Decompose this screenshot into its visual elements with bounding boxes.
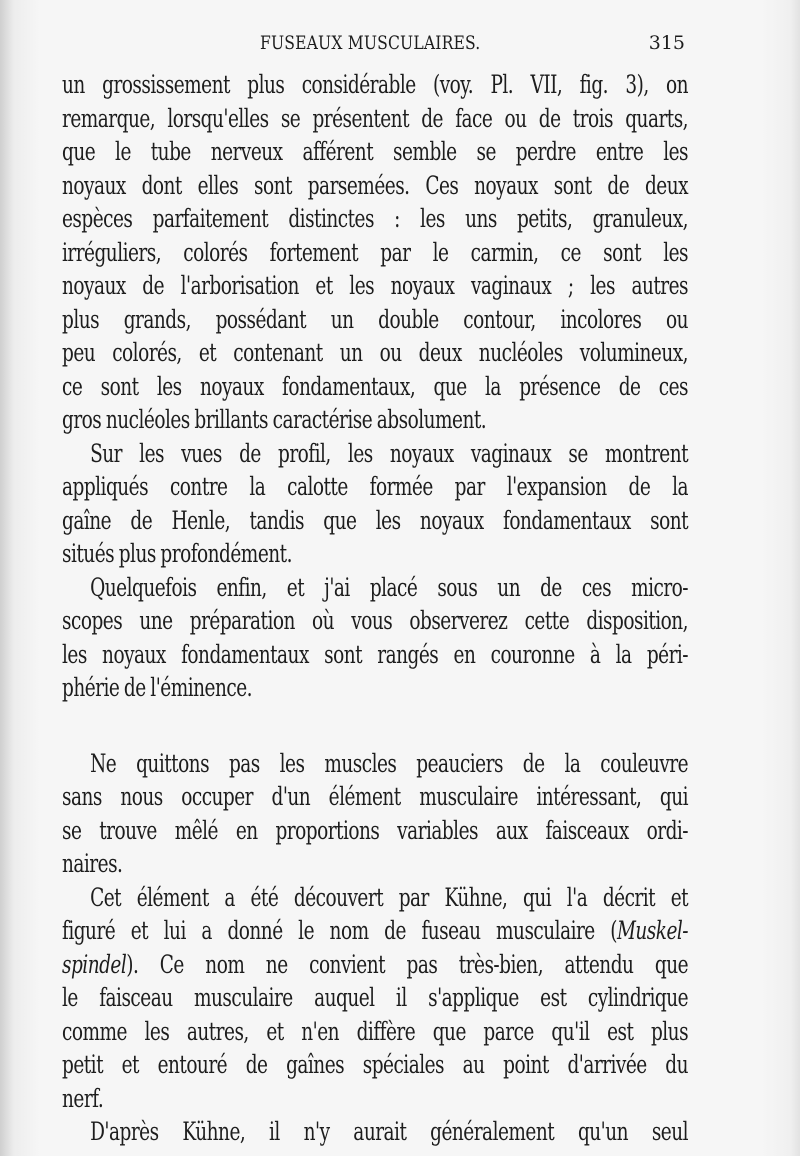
text-line: Ne quittons pas les muscles peauciers de la couleuvre bbox=[90, 748, 689, 778]
text-line: spindel). Ce nom ne convient pas très-bien, attendu que bbox=[62, 949, 689, 979]
running-head: FUSEAUX MUSCULAIRES. bbox=[260, 32, 481, 54]
text-line: noyaux de l'arborisation et les noyaux vaginaux ; les autres bbox=[62, 271, 689, 300]
text-line: D'après Kühne, il n'y aurait généralement qu'un seul bbox=[90, 1117, 689, 1146]
text-line: scopes une préparation où vous observerez cette disposition, bbox=[62, 606, 689, 635]
body-text bbox=[62, 68, 688, 1149]
text-line: ce sont les noyaux fondamentaux, que la présence de ces bbox=[62, 371, 689, 401]
text-line: petit et entouré de gaînes spéciales au point d'arrivée du bbox=[62, 1050, 689, 1079]
text-line: peu colorés, et contenant un ou deux nucléoles volumineux, bbox=[62, 338, 689, 367]
text-line: espèces parfaitement distinctes : les uns petits, granuleux, bbox=[62, 204, 689, 233]
text-line: sans nous occuper d'un élément musculaire intéressant, qui bbox=[62, 782, 689, 811]
text-line: gaîne de Henle, tandis que les noyaux fondamentaux sont bbox=[62, 505, 689, 535]
text-line: situés plus profondément. bbox=[62, 539, 292, 568]
text-line: remarque, lorsqu'elles se présentent de face ou de trois quarts, bbox=[62, 103, 689, 133]
text-line: se trouve mêlé en proportions variables aux faisceaux ordi- bbox=[62, 815, 689, 845]
section-gap bbox=[62, 733, 688, 747]
text-line: un grossissement plus considérable (voy. Pl. VII, fig. 3), on bbox=[62, 70, 689, 99]
text-line: nerf. bbox=[62, 1083, 104, 1113]
text-line: plus grands, possédant un double contour, incolores ou bbox=[62, 304, 689, 334]
text-line: les noyaux fondamentaux sont rangés en couronne à la péri- bbox=[62, 639, 689, 669]
text-line: figuré et lui a donné le nom de fuseau musculaire (Muskel- bbox=[62, 916, 689, 945]
text-line: le faisceau musculaire auquel il s'applique est cylindrique bbox=[62, 983, 689, 1012]
section-gap bbox=[62, 705, 688, 719]
text-line: Sur les vues de profil, les noyaux vaginaux se montrent bbox=[90, 438, 689, 468]
text-line: gros nucléoles brillants caractérise absolument. bbox=[62, 405, 487, 434]
text-line: Cet élément a été découvert par Kühne, qui l'a décrit et bbox=[90, 882, 689, 912]
text-line: que le tube nerveux afférent semble se perdre entre les bbox=[62, 137, 689, 166]
text-line: appliqués contre la calotte formée par l'expansion de la bbox=[62, 472, 689, 501]
text-line: comme les autres, et n'en diffère que parce qu'il est plus bbox=[62, 1016, 689, 1046]
text-line: irréguliers, colorés fortement par le carmin, ce sont les bbox=[62, 237, 689, 267]
text-line: naires. bbox=[62, 849, 123, 878]
page-header bbox=[60, 32, 685, 64]
page-number: 315 bbox=[648, 32, 685, 54]
text-line: Quelquefois enfin, et j'ai placé sous un de ces micro- bbox=[90, 572, 689, 602]
text-line: noyaux dont elles sont parsemées. Ces noyaux sont de deux bbox=[62, 170, 689, 200]
text-line: phérie de l'éminence. bbox=[62, 673, 252, 702]
section-gap bbox=[62, 719, 688, 733]
